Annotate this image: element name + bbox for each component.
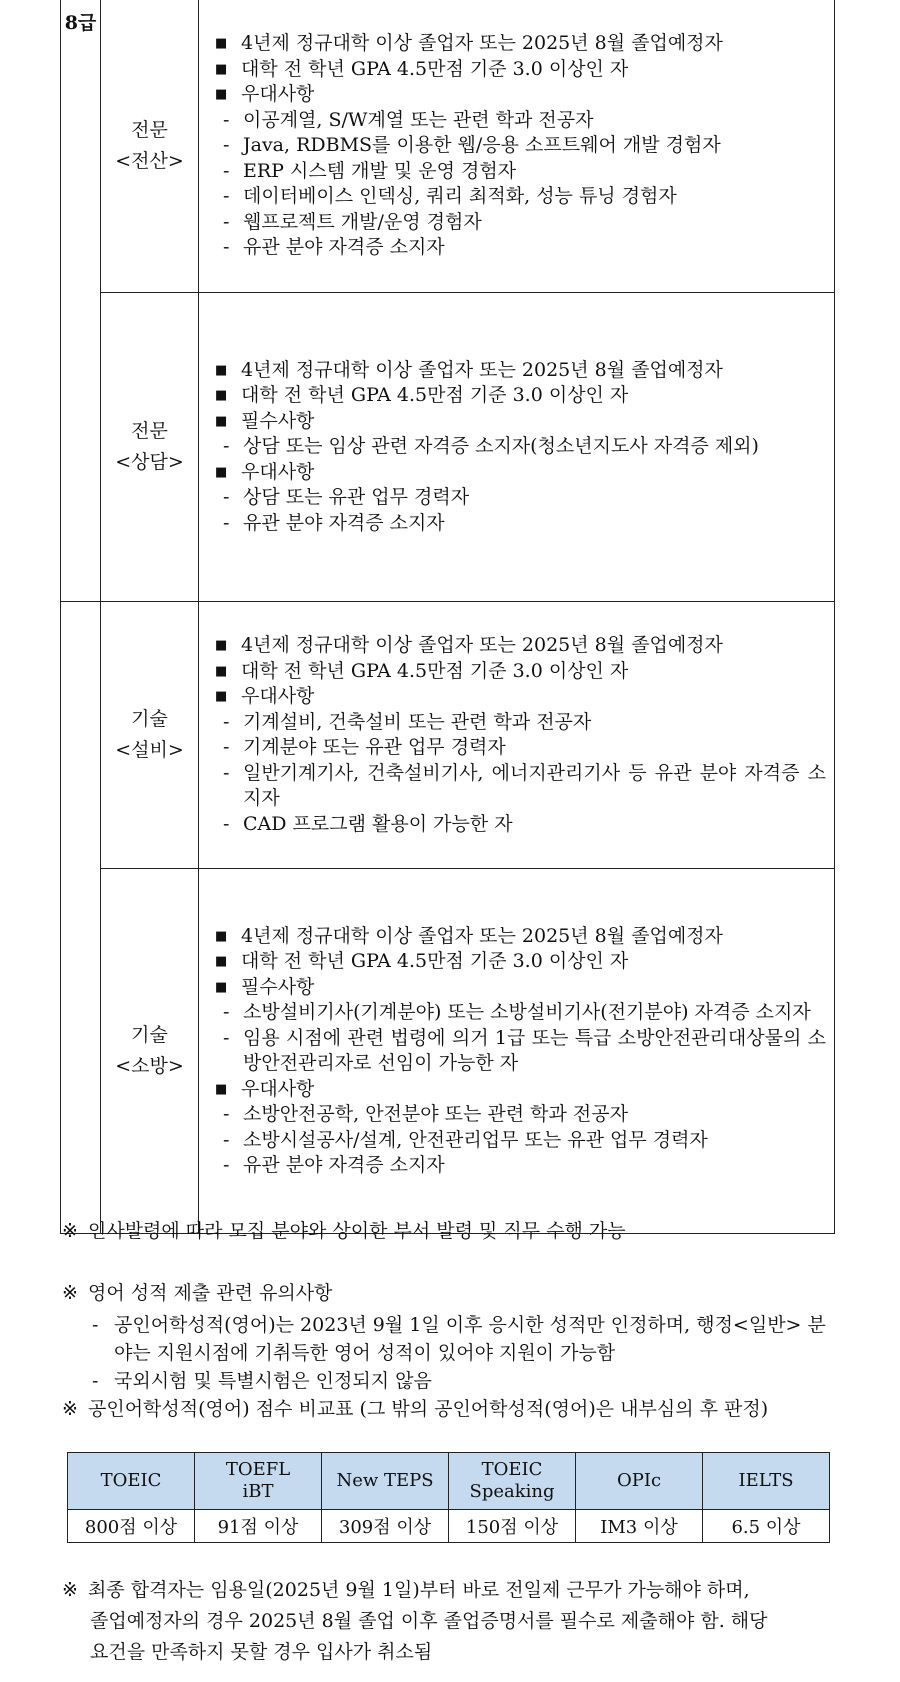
field-name: <상담> [115,450,184,473]
list-item: ■ 대학 전 학년 GPA 4.5만점 기준 3.0 이상인 자 [215,384,629,407]
final-note-line-3: 요건을 만족하지 못할 경우 입사가 취소됨 [90,1641,433,1663]
field-cell-facility [101,602,199,869]
score-comparison-table [67,1452,830,1543]
value-toeic-speaking: 150점 이상 [449,1510,576,1543]
notes-section [62,1217,842,1245]
list-item: - 웹프로젝트 개발/운영 경험자 [223,210,482,233]
list-item: ■ 우대사항 [215,460,315,483]
list-item: - 기계분야 또는 유관 업무 경력자 [223,736,506,759]
value-opic: IM3 이상 [576,1510,703,1543]
field-name: <설비> [115,739,184,762]
list-item: - Java, RDBMS를 이용한 웹/응용 소프트웨어 개발 경험자 [223,134,721,157]
list-item: - 상담 또는 임상 관련 자격증 소지자(청소년지도사 자격증 제외) [223,435,759,458]
list-item: - CAD 프로그램 활용이 가능한 자 [223,812,513,835]
header-opic: OPIc [576,1453,703,1510]
value-toefl: 91점 이상 [195,1510,322,1543]
list-item: ■ 우대사항 [215,685,315,708]
table-row-counsel [61,292,835,601]
requirements-facility [199,602,835,869]
header-teps: New TEPS [322,1453,449,1510]
list-item: - ERP 시스템 개발 및 운영 경험자 [223,159,517,182]
requirements-fire [199,869,835,1234]
list-item: ■ 필수사항 [215,975,315,998]
list-item: - 데이터베이스 인덱싱, 쿼리 최적화, 성능 튜닝 경험자 [223,185,677,208]
list-item: - 유관 분야 자격증 소지자 [223,511,445,534]
list-item: - 소방안전공학, 안전분야 또는 관련 학과 전공자 [223,1103,628,1126]
grade-label: 8급 [64,12,97,34]
score-table-title: ※ 공인어학성적(영어) 점수 비교표 (그 밖의 공인어학성적(영어)은 내부심의 후 판정) [62,1398,769,1420]
header-toefl: TOEFL iBT [195,1453,322,1510]
list-item: - 일반기계기사, 건축설비기사, 에너지관리기사 등 유관 분야 자격증 소지자 [223,761,826,810]
final-note-line-2: 졸업예정자의 경우 2025년 8월 졸업 이후 졸업증명서를 필수로 제출해야 함. 해당 [90,1610,768,1632]
header-toeic-speaking: TOEIC Speaking [449,1453,576,1510]
header-ielts: IELTS [703,1453,830,1510]
list-item: ■ 우대사항 [215,1077,315,1100]
list-item: ■ 대학 전 학년 GPA 4.5만점 기준 3.0 이상인 자 [215,57,629,80]
assignment-note: ※ 인사발령에 따라 모집 분야와 상이한 부서 발령 및 직무 수행 가능 [62,1220,626,1242]
final-note-line-1: ※ 최종 합격자는 임용일(2025년 9월 1일)부터 바로 전일제 근무가 가능해야 하며, [62,1579,750,1601]
header-toeic: TOEIC [68,1453,195,1510]
score-value-row [68,1510,830,1543]
field-name: <전산> [115,149,184,172]
list-item: - 소방설비기사(기계분야) 또는 소방설비기사(전기분야) 자격증 소지자 [223,1001,811,1024]
list-item: ■ 필수사항 [215,409,315,432]
english-notes [62,1279,842,1423]
field-category: 기술 [131,708,168,731]
final-note [62,1575,842,1668]
list-item: - 임용 시점에 관련 법령에 의거 1급 또는 특급 소방안전관리대상물의 소방안전관리자로 선임이 가능한 자 [223,1026,826,1075]
list-item: ■ 4년제 정규대학 이상 졸업자 또는 2025년 8월 졸업예정자 [215,358,723,381]
table-row-it [61,0,835,292]
requirements-counsel [199,292,835,601]
value-ielts: 6.5 이상 [703,1510,830,1543]
list-item: ■ 4년제 정규대학 이상 졸업자 또는 2025년 8월 졸업예정자 [215,634,723,657]
list-item: - 상담 또는 유관 업무 경력자 [223,486,470,509]
field-name: <소방> [115,1055,184,1078]
table-row-fire [61,869,835,1234]
list-item: - 유관 분야 자격증 소지자 [223,1154,445,1177]
grade-cell-empty [61,602,101,1234]
list-item: ■ 대학 전 학년 GPA 4.5만점 기준 3.0 이상인 자 [215,950,629,973]
value-teps: 309점 이상 [322,1510,449,1543]
table-row-facility [61,602,835,869]
list-item: - 소방시설공사/설계, 안전관리업무 또는 유관 업무 경력자 [223,1128,708,1151]
field-category: 전문 [131,419,168,442]
field-cell-fire [101,869,199,1234]
english-note-1: - 공인어학성적(영어)는 2023년 9월 1일 이후 응시한 성적만 인정하며, 행정<일반> 분야는 지원시점에 기취득한 영어 성적이 있어야 지원이 가능함 [92,1314,826,1364]
list-item: ■ 대학 전 학년 GPA 4.5만점 기준 3.0 이상인 자 [215,659,629,682]
list-item: - 이공계열, S/W계열 또는 관련 학과 전공자 [223,108,594,131]
list-item: ■ 4년제 정규대학 이상 졸업자 또는 2025년 8월 졸업예정자 [215,924,723,947]
list-item: - 기계설비, 건축설비 또는 관련 학과 전공자 [223,710,592,733]
english-title: ※ 영어 성적 제출 관련 유의사항 [62,1282,333,1304]
field-category: 기술 [131,1024,168,1047]
score-header-row [68,1453,830,1510]
english-note-2: - 국외시험 및 특별시험은 인정되지 않음 [92,1370,432,1392]
field-cell-it [101,0,199,292]
qualification-table [60,0,835,1234]
value-toeic: 800점 이상 [68,1510,195,1543]
grade-cell [61,0,101,602]
list-item: ■ 우대사항 [215,83,315,106]
list-item: ■ 4년제 정규대학 이상 졸업자 또는 2025년 8월 졸업예정자 [215,32,723,55]
list-item: - 유관 분야 자격증 소지자 [223,236,445,259]
requirements-it [199,0,835,292]
field-cell-counsel [101,292,199,601]
field-category: 전문 [131,118,168,141]
